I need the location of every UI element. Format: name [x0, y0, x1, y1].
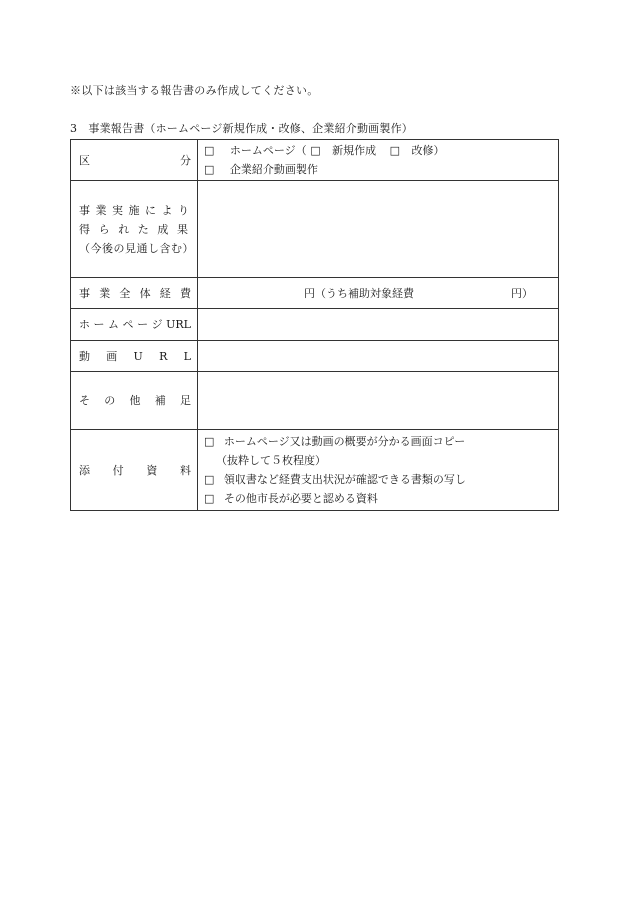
- value-video-url[interactable]: [198, 341, 559, 372]
- value-other[interactable]: [198, 372, 559, 430]
- label-results: 事 業 実 施 に よ り 得 ら れ た 成 果 （今後の見通し含む）: [71, 181, 198, 278]
- checkbox-new[interactable]: □: [310, 144, 321, 157]
- row-attachments: [71, 430, 559, 511]
- cost-subsidy-text: 円）: [511, 287, 533, 300]
- row-video-url: [71, 341, 559, 372]
- attachment-other-docs: その他市長が必要と認める資料: [223, 492, 378, 505]
- value-cost[interactable]: [198, 278, 559, 309]
- option-homepage: ホームページ（: [229, 144, 307, 157]
- label-attachments: 添 付 資 料: [71, 430, 198, 511]
- attachment-screen-copy-note: （抜粋して５枚程度）: [216, 454, 326, 467]
- checkbox-homepage[interactable]: □: [204, 144, 215, 157]
- value-homepage-url[interactable]: [198, 309, 559, 341]
- option-video: 企業紹介動画製作: [229, 163, 318, 176]
- checkbox-receipts[interactable]: □: [204, 473, 215, 486]
- attachment-receipts: 領収書など経費支出状況が確認できる書類の写し: [223, 473, 466, 486]
- row-other: [71, 372, 559, 430]
- cost-total-text: 円（うち補助対象経費: [304, 287, 414, 300]
- label-other: そ の 他 補 足: [71, 372, 198, 430]
- row-cost: [71, 278, 559, 309]
- checkbox-screen-copy[interactable]: □: [204, 435, 215, 448]
- label-video-url: 動 画 U R L: [71, 341, 198, 372]
- option-renovation: 改修）: [411, 144, 445, 157]
- label-cost: 事 業 全 体 経 費: [71, 278, 198, 309]
- checkbox-video[interactable]: □: [204, 163, 215, 176]
- section-title: 3 事業報告書（ホームページ新規作成・改修、企業紹介動画製作）: [70, 122, 413, 135]
- checkbox-renovation[interactable]: □: [389, 144, 400, 157]
- option-new: 新規作成: [332, 144, 377, 157]
- row-homepage-url: [71, 309, 559, 341]
- value-attachments: [198, 430, 559, 511]
- checkbox-other-docs[interactable]: □: [204, 492, 215, 505]
- label-homepage-url: ホ ー ム ペ ー ジ URL: [71, 309, 198, 341]
- value-category: [198, 140, 559, 181]
- report-form-table: [70, 139, 559, 511]
- label-category: 区 分: [71, 140, 198, 181]
- instruction-note: ※以下は該当する報告書のみ作成してください。: [70, 84, 319, 97]
- row-results: [71, 181, 559, 278]
- value-results[interactable]: [198, 181, 559, 278]
- attachment-screen-copy: ホームページ又は動画の概要が分かる画面コピー: [223, 435, 466, 448]
- row-category: [71, 140, 559, 181]
